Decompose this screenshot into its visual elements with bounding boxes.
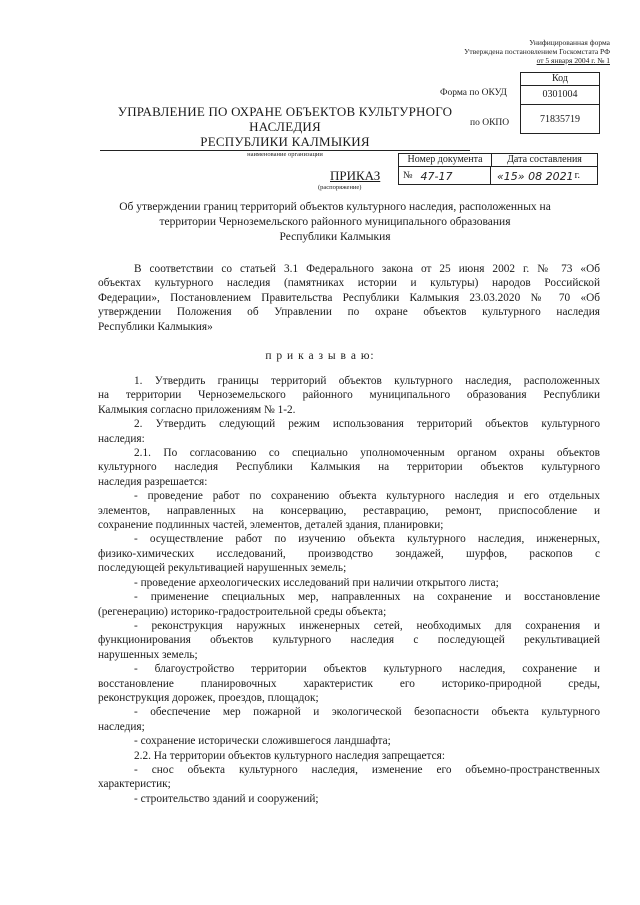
- order-item-line: наследия разрешается:: [98, 475, 208, 488]
- order-item-line: - сохранение исторически сложившегося ландшафта;: [134, 735, 391, 748]
- order-item-line: функционирования объектов культурного наследия с последующей рекультивацией: [98, 634, 600, 647]
- order-item-line: элементов, направленных на консервацию, реставрацию, ремонт, приспособление и: [98, 504, 600, 517]
- preamble-line: объектах культурного наследия (памятниках истории и культуры) народов Российской: [98, 277, 600, 290]
- preamble-line: В соответствии со статьей 3.1 Федерального закона от 25 июня 2002 г. № 73 «Об: [134, 263, 600, 275]
- order-item-line: - проведение работ по сохранению объекта культурного наследия и его отдельных: [134, 490, 600, 503]
- preamble-line: Республики Калмыкия»: [98, 320, 213, 333]
- subject-line1: Об утверждении границ территорий объектов культурного наследия, расположенных на: [119, 201, 551, 213]
- order-item-line: - снос объекта культурного наследия, изменение его объемно-пространственных: [134, 763, 600, 776]
- okpo-value: 71835719: [540, 114, 580, 125]
- order-item-line: 2.2. На территории объектов культурного наследия запрещается:: [134, 749, 445, 762]
- order-item-line: наследия:: [98, 432, 145, 445]
- order-item-line: 2. Утвердить следующий режим использования территорий объектов культурного: [134, 418, 600, 431]
- okpo-label: по ОКПО: [470, 118, 510, 128]
- order-item-line: наследия;: [98, 720, 145, 733]
- order-item-line: - благоустройство территории объектов культурного наследия, сохранение и: [134, 663, 600, 676]
- order-item-line: реконструкция дорожек, проездов, площадок;: [98, 691, 319, 704]
- order-title: ПРИКАЗ: [330, 168, 381, 183]
- order-subject: [70, 200, 600, 245]
- order-item-line: 1. Утвердить границы территорий объектов культурного наследия, расположенных: [134, 375, 600, 387]
- form-header-line1: Унифицированная форма: [529, 38, 610, 47]
- order-item-line: (регенерацию) историко-градостроительной среды объекта;: [98, 605, 387, 618]
- preamble: [98, 262, 600, 334]
- organization-caption: наименование организации: [247, 151, 323, 158]
- order-item-line: восстановление планировочных характеристик его историко-природной среды,: [98, 677, 600, 690]
- order-item-line: - строительство зданий и сооружений;: [134, 792, 319, 805]
- form-header-line2: Утверждена постановлением Госкомстата РФ: [464, 47, 610, 56]
- doc-date-suffix: г.: [574, 170, 581, 181]
- order-item-line: - обеспечение мер пожарной и экологической безопасности объекта культурного: [134, 706, 600, 719]
- code-box: [520, 72, 600, 134]
- organization-line2: РЕСПУБЛИКИ КАЛМЫКИЯ: [200, 134, 370, 149]
- subject-line2: территории Черноземельского районного муниципального образования: [159, 216, 511, 228]
- order-item-line: на территории Черноземельского районного муниципального образования Республики: [98, 389, 600, 402]
- preamble-line: Федерации», Постановлением Правительства Республики Калмыкия 23.03.2020 № 70 «Об: [98, 291, 600, 304]
- order-item-line: - реконструкция наружных инженерных сетей, необходимых для сохранения и: [134, 619, 600, 632]
- order-item-line: Калмыкия согласно приложениям № 1-2.: [98, 403, 296, 416]
- preamble-line: утверждении Положения об Управлении по охране объектов культурного наследия: [98, 306, 600, 319]
- subject-line3: Республики Калмыкия: [279, 231, 391, 243]
- doc-number-header: Номер документа: [399, 154, 492, 166]
- order-item-line: характеристик;: [98, 778, 171, 791]
- form-header-line3: от 5 января 2004 г. № 1: [536, 56, 610, 65]
- organization-block: [100, 104, 470, 158]
- order-items: [98, 374, 600, 806]
- order-subtitle: (распоряжение): [318, 184, 362, 191]
- doc-date-header: Дата составления: [507, 154, 582, 165]
- okud-value: 0301004: [521, 86, 599, 105]
- order-item-line: последующей рекультивацией нарушенных земель;: [98, 562, 347, 575]
- okud-label: Форма по ОКУД: [440, 88, 507, 98]
- order-item-line: 2.1. По согласованию со специально уполномоченным органом охраны объектов: [134, 447, 600, 460]
- order-item-line: - осуществление работ по изучению объекта культурного наследия, инженерных,: [134, 533, 600, 546]
- code-header: Код: [521, 73, 599, 86]
- doc-number-date-table: [398, 153, 598, 185]
- order-item-line: - применение специальных мер, направленных на сохранение и восстановление: [134, 591, 600, 604]
- order-item-line: - проведение археологических исследований при наличии открытого листа;: [134, 576, 499, 589]
- doc-date-cell: [491, 170, 597, 183]
- doc-date-handwritten: «15» 08 2021: [497, 169, 574, 183]
- doc-number-prefix: №: [403, 170, 413, 181]
- order-item-line: сохранение подлинных частей, элементов, деталей здания, планировки;: [98, 519, 444, 532]
- order-item-line: физико-химических исследований, производство зондажей, шурфов, раскопов с: [98, 547, 600, 560]
- organization-line1: УПРАВЛЕНИЕ ПО ОХРАНЕ ОБЪЕКТОВ КУЛЬТУРНОГО НАСЛЕДИЯ: [117, 104, 453, 134]
- doc-number-handwritten: 47-17: [420, 169, 453, 183]
- form-approval-header: [410, 38, 610, 65]
- order-item-line: нарушенных земель;: [98, 648, 198, 661]
- order-item-line: культурного наследия Республики Калмыкия на территории объектов культурного: [98, 461, 600, 474]
- order-word: п р и к а з ы в а ю:: [265, 350, 375, 362]
- doc-number-cell: [399, 167, 491, 185]
